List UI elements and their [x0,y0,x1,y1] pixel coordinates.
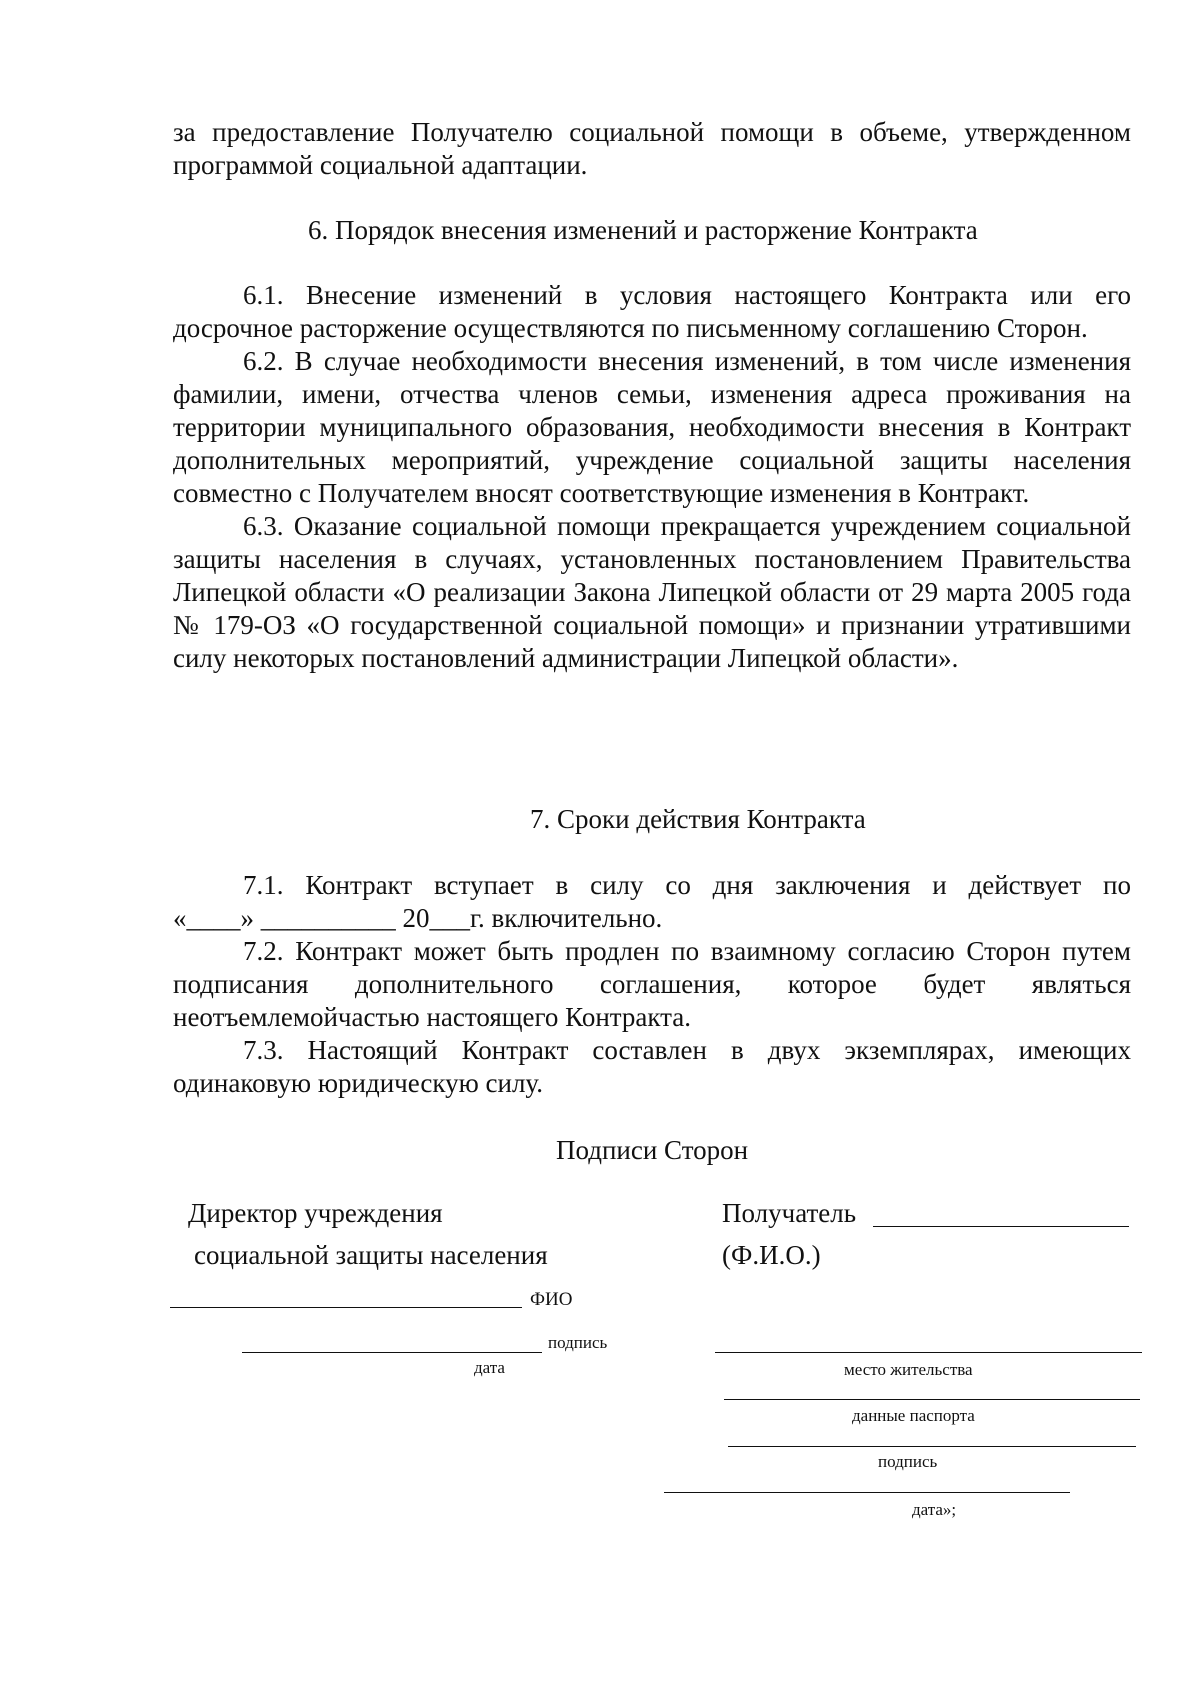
director-fio-label: ФИО [530,1289,573,1310]
recipient-signature-line [728,1446,1136,1447]
passport-line [724,1399,1140,1400]
passport-label: данные паспорта [852,1406,975,1425]
recipient-name-line [873,1226,1129,1227]
clause-6-1: 6.1. Внесение изменений в условия настоящего Контракта или его досрочное расторжение осуществляются по письменному соглашению Сторон. [173,280,1131,343]
recipient-date-label: дата»; [912,1500,957,1519]
section-6-body [173,279,1131,675]
clause-6-2: 6.2. В случае необходимости внесения изменений, в том числе изменения фамилии, имени, отчества членов семьи, изменения адреса проживания на территории муниципального образования, необходимости внесения в Контракт дополнительных мероприятий, учреждение социальной защиты населения совместно с Получателем вносят соответствующие изменения в Контракт. [173,346,1131,508]
director-title-line2: социальной защиты населения [194,1240,548,1270]
residence-line [715,1352,1142,1353]
clause-7-1-line1: 7.1. Контракт вступает в силу со дня заключения и действует по [243,870,1131,900]
director-signature-line [242,1352,542,1353]
section-7-title: 7. Сроки действия Контракта [530,804,866,834]
director-date-label: дата [474,1358,505,1377]
director-title-line1: Директор учреждения [188,1198,443,1228]
director-fio-line [170,1307,522,1308]
recipient-date-line [664,1492,1070,1493]
section-6-title: 6. Порядок внесения изменений и расторжение Контракта [308,215,978,245]
section-7-body [173,869,1131,1100]
recipient-label: Получатель [722,1198,857,1228]
recipient-fio-label: (Ф.И.О.) [722,1240,821,1270]
clause-7-2: 7.2. Контракт может быть продлен по взаимному согласию Сторон путем подписания дополнительного соглашения, которое будет являться неотъемлемойчастью настоящего Контракта. [173,936,1131,1032]
clause-7-1-line2: «____» __________ 20___г. включительно. [173,903,663,933]
residence-label: место жительства [844,1360,973,1379]
intro-text: за предоставление Получателю социальной помощи в объеме, утвержденном программой социальной адаптации. [173,117,1131,180]
signatures-title: Подписи Сторон [556,1135,749,1165]
intro-paragraph [173,116,1131,182]
clause-7-3: 7.3. Настоящий Контракт составлен в двух экземплярах, имеющих одинаковую юридическую силу. [173,1035,1131,1098]
recipient-signature-label: подпись [878,1452,938,1471]
clause-6-3: 6.3. Оказание социальной помощи прекращается учреждением социальной защиты населения в случаях, установленных постановлением Правительства Липецкой области «О реализации Закона Липецкой области от 29 марта 2005 года № 179-ОЗ «О государственной социальной помощи» и признании утратившими силу некоторых постановлений администрации Липецкой области». [173,511,1131,673]
director-signature-label: подпись [548,1333,608,1352]
